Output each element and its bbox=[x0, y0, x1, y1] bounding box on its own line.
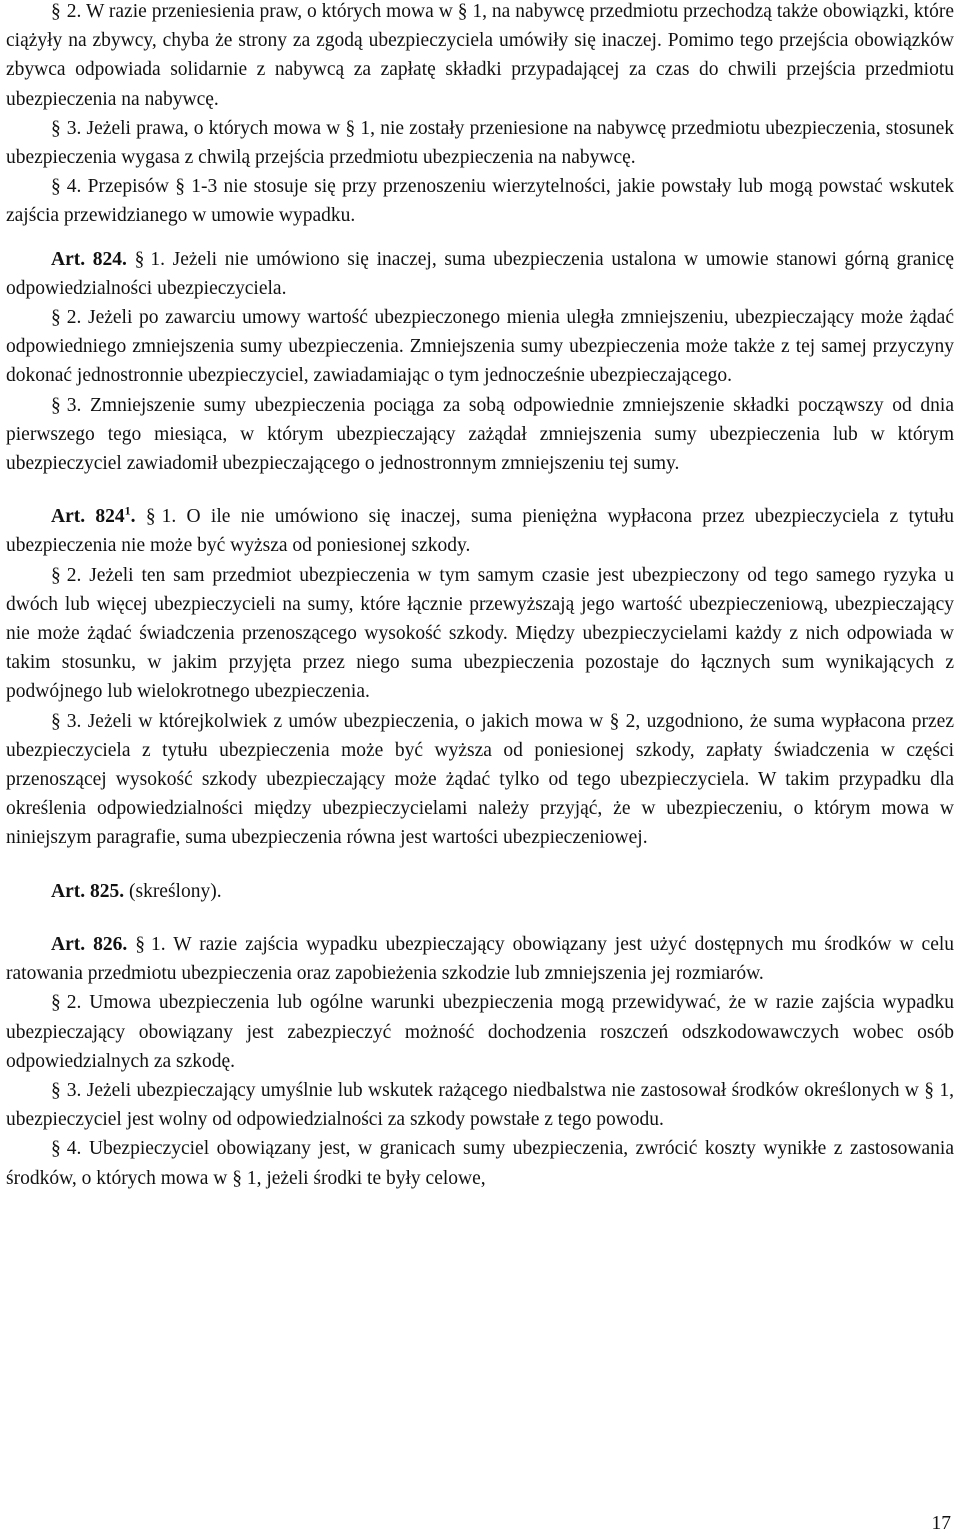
paragraph-text: 2. Jeżeli ten sam przedmiot ubezpieczenia w tym samym czasie jest ubezpieczony od tego samego ryzyka u dwóch lub więcej ubezpieczycieli na sumy, które łącznie przewyższają jego wartość ubezpieczeniową, ubezpieczający nie może żądać świadczenia przenoszącego wysokość szkody. Między ubezpieczycielami każdy z nich odpowiada w takim stosunku, w jakim przyjęta przez niego suma ubezpieczenia pozostaje do łącznych sum wynikających z podwójnego lub wielokrotnego ubezpieczenia. bbox=[6, 564, 954, 703]
paragraph bbox=[6, 707, 954, 853]
paragraph-text: 1. Jeżeli nie umówiono się inaczej, suma ubezpieczenia ustalona w umowie stanowi górną granicę odpowiedzialności ubezpieczyciela. bbox=[6, 248, 955, 299]
article-paragraph bbox=[6, 245, 954, 303]
document-body bbox=[6, 0, 954, 1193]
section-symbol: § bbox=[135, 933, 145, 955]
paragraph bbox=[6, 172, 954, 230]
paragraph-text: 3. Zmniejszenie sumy ubezpieczenia pociąga za sobą odpowiednie zmniejszenie składki począwszy od dnia pierwszego tego miesiąca, w którym ubezpieczający zażądał zmniejszenia sumy ubezpieczenia lub w którym ubezpieczyciel zawiadomił ubezpieczającego o jednostronnym zmniejszeniu tej sumy. bbox=[6, 394, 954, 475]
paragraph bbox=[6, 303, 954, 391]
paragraph bbox=[6, 988, 954, 1076]
section-symbol: § bbox=[51, 1138, 61, 1160]
paragraph-text: 2. W razie przeniesienia praw, o których mowa w § 1, na nabywcę przedmiotu przechodzą także obowiązki, które ciążyły na zbywcy, chyba że strony za zgodą ubezpieczyciela umówiły się inaczej. Pomimo tego przejścia obowiązków zbywca odpowiada solidarnie z nabywcą za zapłatę składki przypadającej za czas do chwili przejścia przedmiotu ubezpieczenia na nabywcę. bbox=[6, 1, 954, 110]
article-label: Art. 826. bbox=[51, 933, 128, 955]
section-symbol: § bbox=[51, 307, 61, 329]
article-label: Art. $824^1$. bbox=[51, 503, 136, 528]
paragraph-text: 3. Jeżeli prawa, o których mowa w § 1, nie zostały przeniesione na nabywcę przedmiotu ubezpieczenia, stosunek ubezpieczenia wygasa z chwilą przejścia przedmiotu ubezpieczenia na nabywcę. bbox=[6, 117, 954, 169]
article-paragraph bbox=[6, 930, 954, 988]
section-symbol: § bbox=[51, 992, 61, 1014]
section-symbol: § bbox=[51, 176, 61, 198]
paragraph-text: 1. O ile nie umówiono się inaczej, suma pieniężna wypłacona przez ubezpieczyciela z tytułu ubezpieczenia nie może być wyższa od poniesionej szkody. bbox=[6, 506, 955, 557]
paragraph-text: 4. Przepisów § 1-3 nie stosuje się przy przenoszeniu wierzytelności, jakie powstały lub mogą powstać wskutek zajścia przewidzianego w umowie wypadku. bbox=[6, 176, 954, 227]
paragraph-text: 1. W razie zajścia wypadku ubezpieczający obowiązany jest użyć dostępnych mu środków w celu ratowania przedmiotu ubezpieczenia oraz zapobieżenia szkodzie lub zmniejszenia jej rozmiarów. bbox=[6, 933, 955, 985]
section-symbol: § bbox=[51, 394, 61, 416]
section-symbol: § bbox=[134, 248, 145, 270]
paragraph bbox=[6, 114, 954, 172]
paragraph bbox=[6, 391, 954, 479]
section-symbol: § bbox=[145, 506, 156, 528]
section-symbol: § bbox=[51, 710, 61, 732]
paragraph bbox=[6, 1134, 954, 1192]
section-symbol: § bbox=[51, 1079, 61, 1101]
page-number: 17 bbox=[931, 1513, 951, 1534]
article-superscript: 1 bbox=[124, 503, 131, 518]
article-label: Art. 825. bbox=[51, 880, 125, 902]
paragraph-text: (skreślony). bbox=[128, 880, 222, 902]
article-paragraph bbox=[6, 502, 954, 560]
article-paragraph bbox=[6, 877, 954, 906]
section-symbol: § bbox=[51, 1, 61, 22]
section-symbol: § bbox=[51, 117, 61, 139]
article-label-text: Art. 824 bbox=[51, 506, 125, 528]
paragraph-text: 3. Jeżeli w którejkolwiek z umów ubezpieczenia, o jakich mowa w § 2, uzgodniono, że suma wypłacona przez ubezpieczyciela z tytułu ubezpieczenia może być wyższa od poniesionej szkody, zapłaty świadczenia w części przenoszącej wysokość szkody ubezpieczający może żądać tylko od tego ubezpieczyciela. W takim przypadku dla określenia odpowiedzialności między ubezpieczycielami należy przyjąć, że w ubezpieczeniu, o którym mowa w niniejszym paragrafie, suma ubezpieczenia równa jest wartości ubezpieczeniowej. bbox=[6, 710, 954, 849]
paragraph-text: 3. Jeżeli ubezpieczający umyślnie lub wskutek rażącego niedbalstwa nie zastosował środków określonych w § 1, ubezpieczyciel jest wolny od odpowiedzialności za szkody powstałe z tego powodu. bbox=[6, 1079, 954, 1131]
article-label: Art. 824. bbox=[51, 248, 127, 270]
paragraph bbox=[6, 561, 954, 707]
paragraph bbox=[6, 0, 954, 114]
paragraph-text: 2. Jeżeli po zawarciu umowy wartość ubezpieczonego mienia uległa zmniejszeniu, ubezpieczający może żądać odpowiedniego zmniejszenia sumy ubezpieczenia. Zmniejszenia sumy ubezpieczenia może także z tej samej przyczyny dokonać jednostronnie ubezpieczyciel, zawiadamiając o tym jednocześnie ubezpieczającego. bbox=[6, 307, 954, 387]
paragraph-text: 4. Ubezpieczyciel obowiązany jest, w granicach sumy ubezpieczenia, zwrócić koszty wynikłe z zastosowania środków, o których mowa w § 1, jeżeli środki te były celowe, bbox=[6, 1138, 954, 1189]
section-symbol: § bbox=[51, 564, 61, 586]
paragraph bbox=[6, 1076, 954, 1134]
paragraph-text: 2. Umowa ubezpieczenia lub ogólne warunki ubezpieczenia mogą przewidywać, że w razie zajścia wypadku ubezpieczający obowiązany jest zabezpieczyć możność dochodzenia roszczeń odszkodowawczych wobec osób odpowiedzialnych za szkodę. bbox=[6, 992, 954, 1072]
